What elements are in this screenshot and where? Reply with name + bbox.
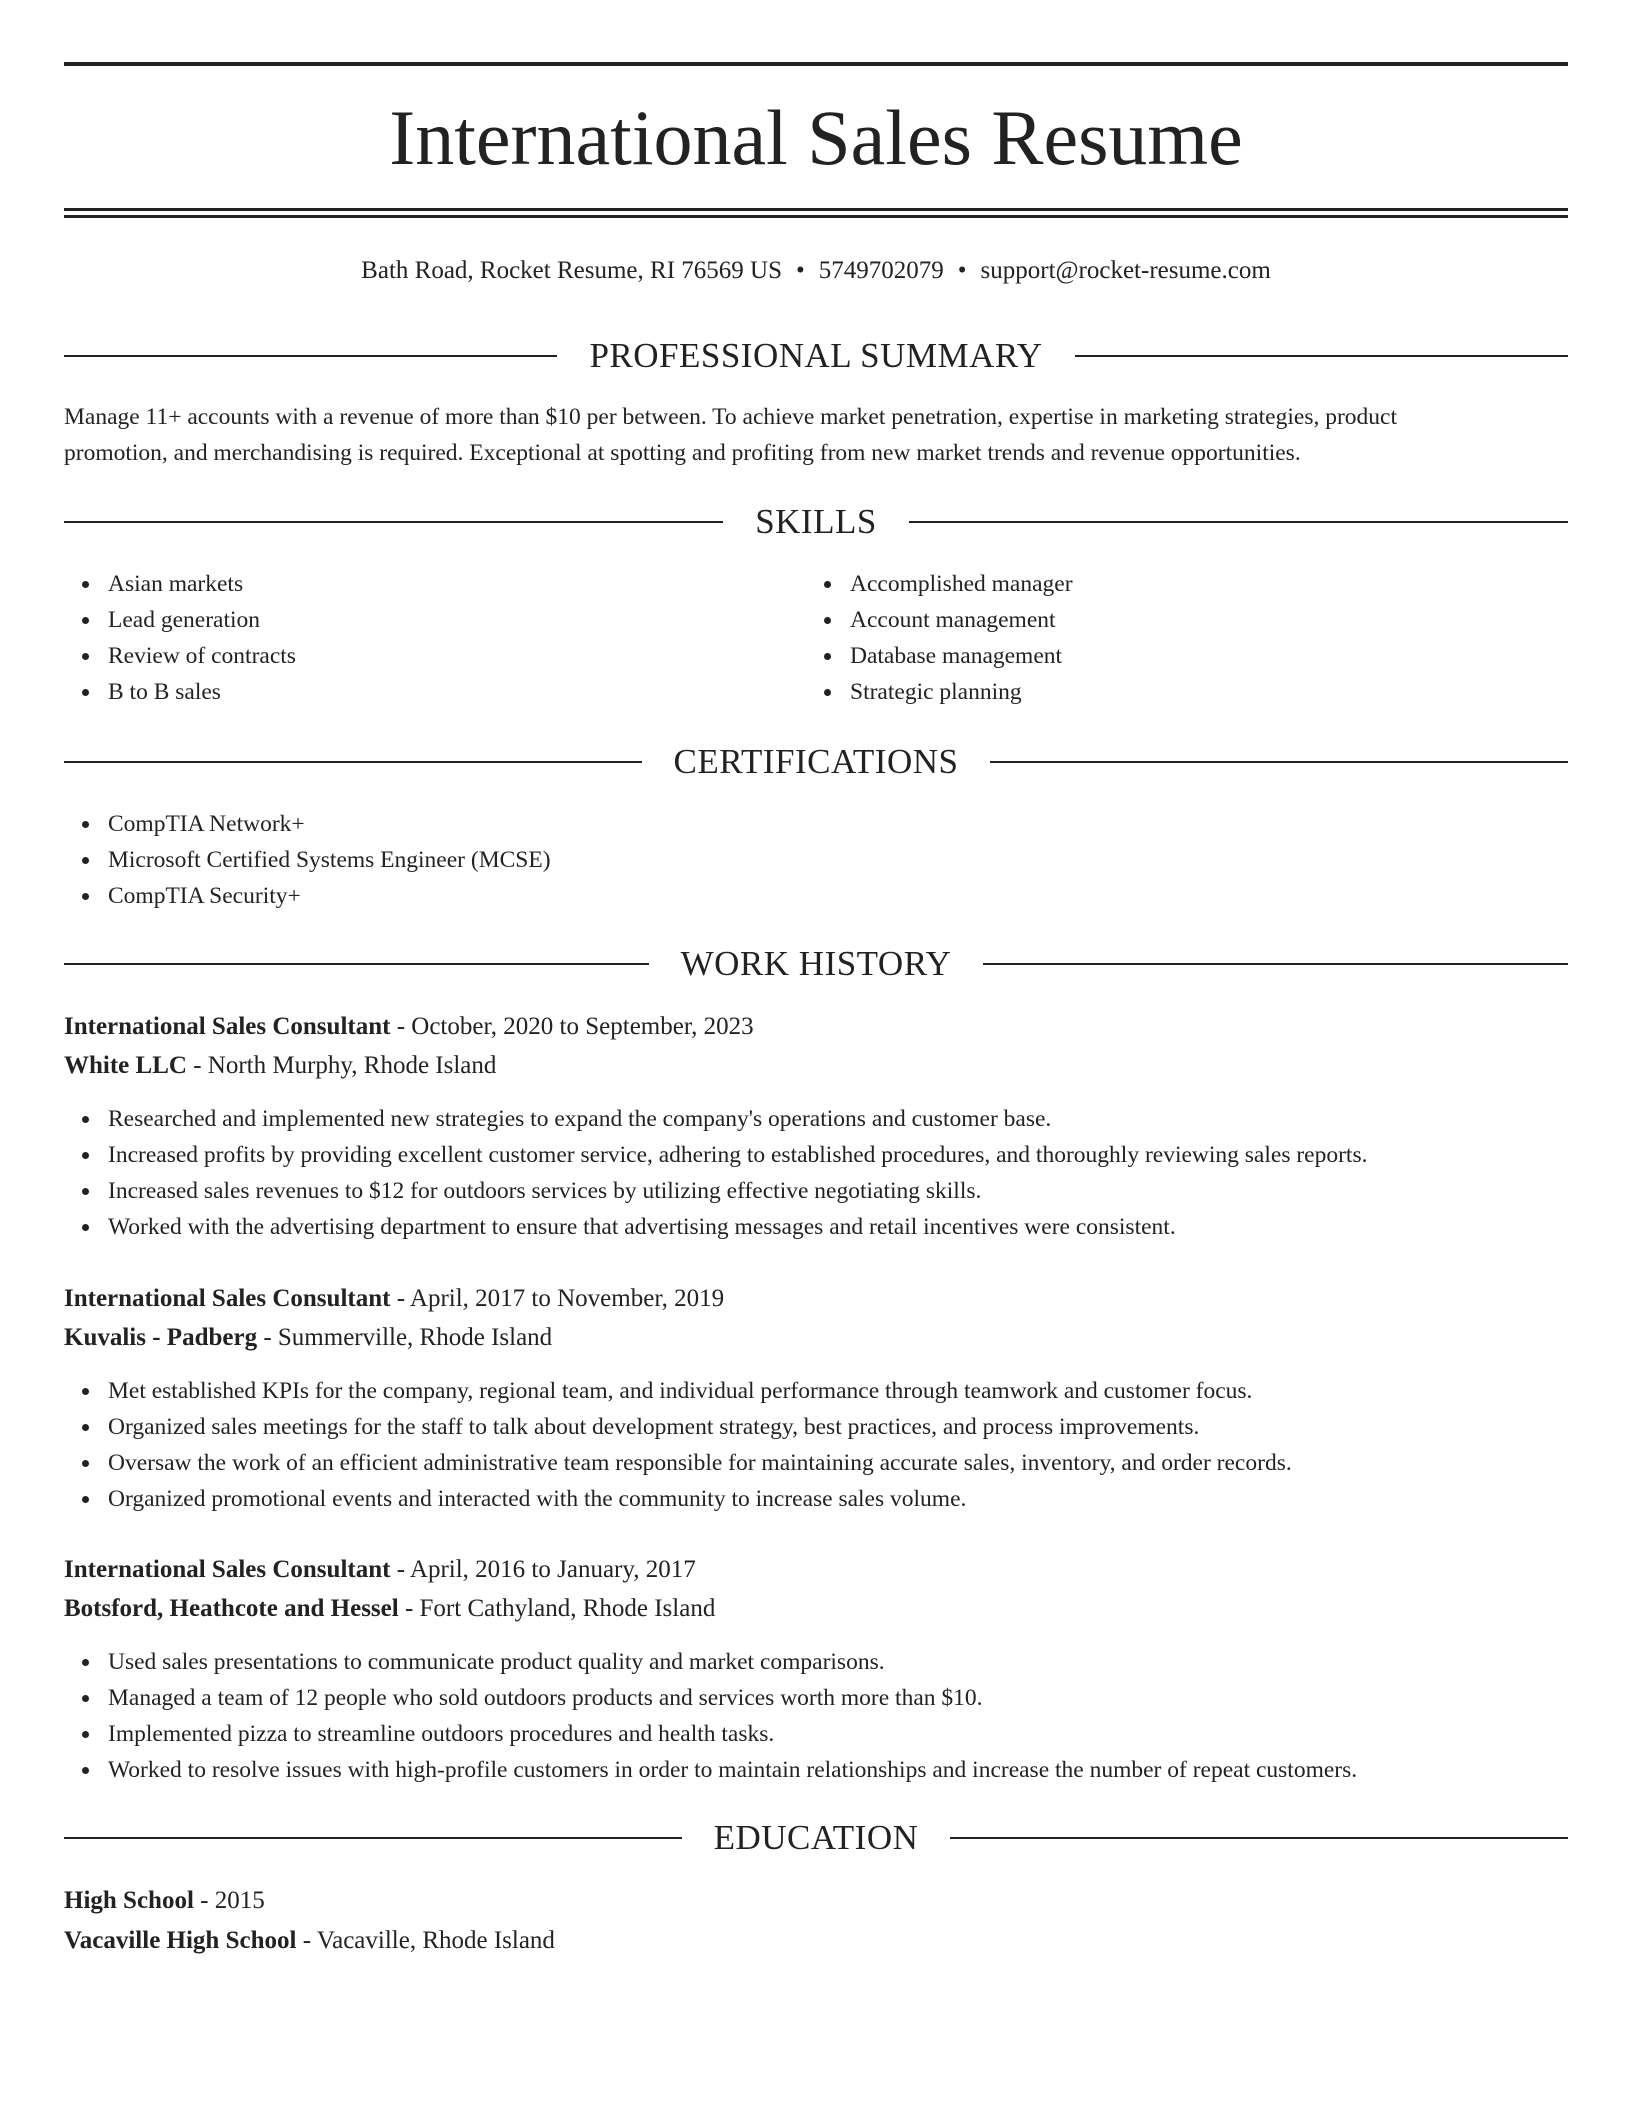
section-heading-education xyxy=(64,1816,1568,1860)
contact-line xyxy=(64,254,1568,288)
education-degree-line: High School - 2015 xyxy=(64,1887,265,1914)
list-item: Increased profits by providing excellent customer service, adhering to established procedures, and thoroughly reviewing sales reports. xyxy=(108,1137,1367,1173)
list-item: Account management xyxy=(850,602,1073,638)
heading-rule xyxy=(1075,355,1568,357)
job-location: North Murphy, Rhode Island xyxy=(207,1052,497,1079)
list-item: Lead generation xyxy=(108,602,296,638)
list-item: Worked with the advertising department to ensure that advertising messages and retail incentives were consistent. xyxy=(108,1209,1367,1245)
summary-text-line-1: Manage 11+ accounts with a revenue of more than $10 per between. To achieve market penetration, expertise in marketing strategies, product xyxy=(64,404,1397,430)
separator-dot: • xyxy=(795,257,805,284)
section-heading-summary xyxy=(64,334,1568,378)
section-heading-work-history xyxy=(64,942,1568,986)
heading-rule xyxy=(64,963,649,965)
title-rule-upper xyxy=(64,208,1568,211)
list-item: CompTIA Network+ xyxy=(108,806,551,842)
list-item: Implemented pizza to streamline outdoors procedures and health tasks. xyxy=(108,1716,1357,1752)
job-company-line: Kuvalis - Padberg - Summerville, Rhode Island xyxy=(64,1324,553,1351)
heading-rule xyxy=(990,761,1568,763)
heading-rule xyxy=(64,1837,682,1839)
heading-rule xyxy=(950,1837,1568,1839)
job-company: White LLC xyxy=(64,1052,187,1079)
job-title-line: International Sales Consultant - October, 2020 to September, 2023 xyxy=(64,1013,754,1040)
list-item: Increased sales revenues to $12 for outdoors services by utilizing effective negotiating skills. xyxy=(108,1173,1367,1209)
list-item: Accomplished manager xyxy=(850,566,1073,602)
title-rule-lower xyxy=(64,215,1568,218)
list-item: B to B sales xyxy=(108,674,296,710)
job-bullets xyxy=(64,1373,1292,1517)
section-heading-skills xyxy=(64,500,1568,544)
contact-email: support@rocket-resume.com xyxy=(980,257,1271,284)
job-company-line: White LLC - North Murphy, Rhode Island xyxy=(64,1052,497,1079)
job-title-line: International Sales Consultant - April, 2017 to November, 2019 xyxy=(64,1285,725,1312)
job-title: International Sales Consultant xyxy=(64,1556,391,1583)
section-title: CERTIFICATIONS xyxy=(673,742,959,781)
job-bullets xyxy=(64,1644,1357,1788)
education-school: Vacaville High School xyxy=(64,1927,297,1954)
list-item: Microsoft Certified Systems Engineer (MCSE) xyxy=(108,842,551,878)
certifications-list xyxy=(64,806,551,914)
list-item: Oversaw the work of an efficient administrative team responsible for maintaining accurate sales, inventory, and order records. xyxy=(108,1445,1292,1481)
top-rule xyxy=(64,62,1568,66)
resume-title: International Sales Resume xyxy=(389,94,1243,181)
list-item: Worked to resolve issues with high-profile customers in order to maintain relationships and increase the number of repeat customers. xyxy=(108,1752,1357,1788)
list-item: Used sales presentations to communicate product quality and market comparisons. xyxy=(108,1644,1357,1680)
job-company: Kuvalis - Padberg xyxy=(64,1324,258,1351)
job-title: International Sales Consultant xyxy=(64,1285,391,1312)
list-item: Met established KPIs for the company, regional team, and individual performance through teamwork and customer focus. xyxy=(108,1373,1292,1409)
contact-address: Bath Road, Rocket Resume, RI 76569 US xyxy=(361,257,782,284)
job-dates: April, 2017 to November, 2019 xyxy=(409,1285,725,1312)
section-title: WORK HISTORY xyxy=(680,944,952,983)
education-degree: High School xyxy=(64,1887,194,1914)
job-bullets xyxy=(64,1101,1367,1245)
job-location: Summerville, Rhode Island xyxy=(277,1324,553,1351)
skills-list-right xyxy=(806,566,1073,710)
list-item: Managed a team of 12 people who sold outdoors products and services worth more than $10. xyxy=(108,1680,1357,1716)
heading-rule xyxy=(64,761,642,763)
list-item: Organized sales meetings for the staff to talk about development strategy, best practices, and process improvements. xyxy=(108,1409,1292,1445)
summary-text-line-2: promotion, and merchandising is required. Exceptional at spotting and profiting from new market trends and revenue opportunities. xyxy=(64,440,1301,466)
job-company: Botsford, Heathcote and Hessel xyxy=(64,1595,399,1622)
job-dates: October, 2020 to September, 2023 xyxy=(411,1013,754,1040)
list-item: CompTIA Security+ xyxy=(108,878,551,914)
education-school-line: Vacaville High School - Vacaville, Rhode Island xyxy=(64,1927,555,1954)
section-title: EDUCATION xyxy=(713,1818,919,1857)
separator-dot: • xyxy=(957,257,967,284)
section-heading-certifications xyxy=(64,740,1568,784)
education-location: Vacaville, Rhode Island xyxy=(316,1927,555,1954)
job-title: International Sales Consultant xyxy=(64,1013,391,1040)
section-title: SKILLS xyxy=(755,502,877,541)
list-item: Strategic planning xyxy=(850,674,1073,710)
job-title-line: International Sales Consultant - April, 2016 to January, 2017 xyxy=(64,1556,696,1583)
job-location: Fort Cathyland, Rhode Island xyxy=(419,1595,716,1622)
heading-rule xyxy=(64,355,557,357)
list-item: Asian markets xyxy=(108,566,296,602)
section-title: PROFESSIONAL SUMMARY xyxy=(589,336,1043,375)
list-item: Database management xyxy=(850,638,1073,674)
education-year: 2015 xyxy=(214,1887,265,1914)
list-item: Organized promotional events and interacted with the community to increase sales volume. xyxy=(108,1481,1292,1517)
heading-rule xyxy=(983,963,1568,965)
list-item: Researched and implemented new strategies to expand the company's operations and customer base. xyxy=(108,1101,1367,1137)
list-item: Review of contracts xyxy=(108,638,296,674)
heading-rule xyxy=(909,521,1568,523)
job-dates: April, 2016 to January, 2017 xyxy=(409,1556,696,1583)
contact-phone: 5749702079 xyxy=(818,257,944,284)
heading-rule xyxy=(64,521,723,523)
skills-list-left xyxy=(64,566,296,710)
job-company-line: Botsford, Heathcote and Hessel - Fort Cathyland, Rhode Island xyxy=(64,1595,716,1622)
